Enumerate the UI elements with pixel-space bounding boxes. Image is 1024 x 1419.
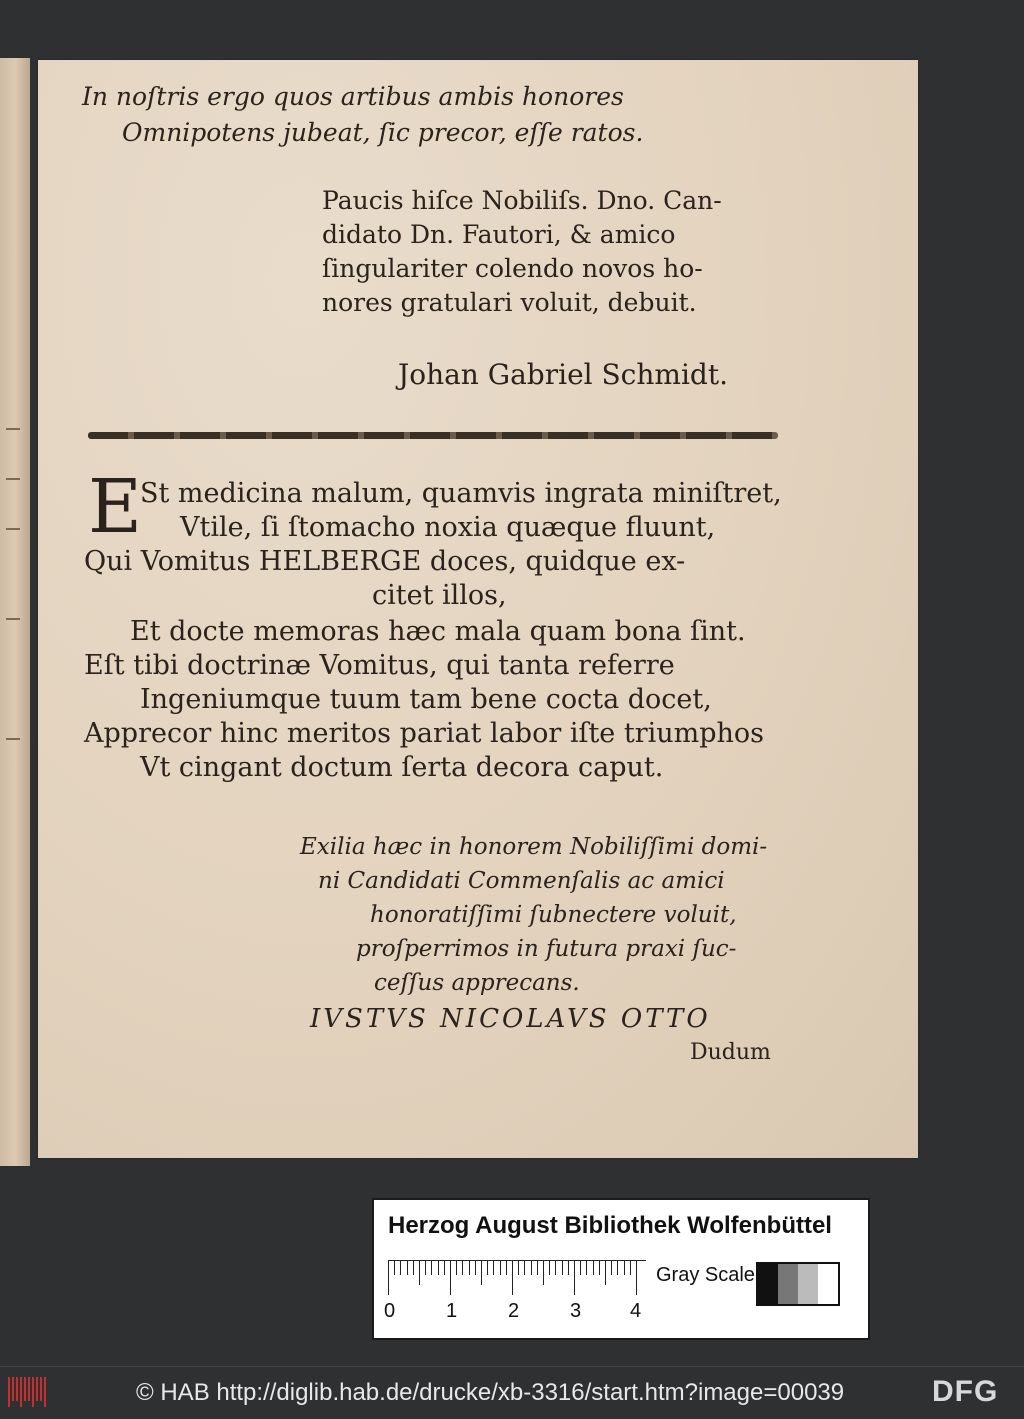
ruler-tick [438,1261,439,1275]
ruler-tick [450,1261,451,1295]
barcode-bar [8,1377,10,1407]
gray-swatch [818,1264,838,1304]
footer-url[interactable]: © HAB http://diglib.hab.de/drucke/xb-3316/start.htm?image=00039 [136,1379,845,1406]
ruler-tick [506,1261,507,1275]
ruler-tick [531,1261,532,1275]
measurement-ruler [388,1260,646,1297]
ruler-tick [586,1261,587,1275]
barcode-icon [8,1377,48,1407]
poem-line-3: Qui Vomitus HELBERGE doces, quidque ex- [84,546,686,577]
ruler-number: 4 [630,1300,642,1322]
ruler-tick [580,1261,581,1275]
dfg-logo: DFG [932,1375,999,1408]
ruler-tick [413,1261,414,1275]
ruler-number: 3 [570,1300,582,1322]
barcode-bar [24,1377,26,1401]
ruler-tick [475,1261,476,1275]
poem-line-2: Vtile, ſi ſtomacho noxia quæque fluunt, [180,512,716,543]
dedication2-line-3: honoratiſſimi ſubnectere voluit, [370,902,737,928]
barcode-bar [12,1377,14,1401]
ruler-tick [624,1261,625,1275]
ruler-tick [425,1261,426,1275]
ruler-tick [407,1261,408,1275]
gray-swatch [758,1264,778,1304]
ruler-tick [599,1261,600,1275]
ruler-tick [469,1261,470,1275]
dedication2-line-4: proſperrimos in futura praxi ſuc- [356,936,737,962]
ruler-tick [431,1261,432,1275]
catchword: Dudum [690,1040,771,1065]
barcode-bar [20,1377,22,1407]
poem-line-6: Eſt tibi doctrinæ Vomitus, qui tanta referre [84,650,675,681]
ruler-tick [524,1261,525,1275]
adjacent-page-edge [0,58,30,1166]
ruler-tick [568,1261,569,1275]
ruler-tick [537,1261,538,1275]
barcode-bar [40,1377,42,1401]
ruler-tick [593,1261,594,1275]
ruler-tick [487,1261,488,1275]
dedication-line-1: Paucis hiſce Nobiliſs. Dno. Can- [322,186,722,215]
gray-scale-label: Gray Scale [656,1264,755,1286]
ruler-tick [512,1261,513,1295]
dedication-line-2: didato Dn. Fautori, & amico [322,220,676,249]
author-signature-1: Johan Gabriel Schmidt. [398,358,728,391]
poem-line-5: Et docte memoras hæc mala quam bona ſint. [130,616,746,647]
dedication2-line-2: ni Candidati Commenſalis ac amici [318,868,725,894]
barcode-bar [28,1377,30,1401]
verse-top-line-1: In noſtris ergo quos artibus ambis honores [82,82,624,111]
drop-cap: E [88,464,143,550]
gray-scale-swatches [756,1262,840,1306]
dedication2-line-5: ceſſus apprecans. [374,970,580,996]
poem-line-7: Ingeniumque tuum tam bene cocta docet, [140,684,712,715]
ruler-number: 1 [446,1300,458,1322]
ruler-tick [543,1261,544,1285]
library-color-chart [372,1198,870,1340]
library-name: Herzog August Bibliothek Wolfenbüttel [388,1212,832,1239]
ruler-tick [419,1261,420,1285]
ruler-tick [481,1261,482,1285]
verse-top-line-2: Omnipotens jubeat, ſic precor, eſſe ratos. [122,118,644,147]
dedication2-line-1: Exilia hæc in honorem Nobiliſſimi domi- [300,834,768,860]
ruler-tick [636,1261,637,1295]
ruler-tick [617,1261,618,1275]
barcode-bar [44,1377,46,1407]
ruler-tick [518,1261,519,1275]
author-signature-2: IVSTVS NICOLAVS OTTO [310,1004,711,1034]
ruler-tick [394,1261,395,1275]
ruler-number: 0 [384,1300,396,1322]
poem-line-4: citet illos, [372,580,507,611]
barcode-bar [36,1377,38,1401]
ruler-tick [630,1261,631,1275]
dedication-line-4: nores gratulari voluit, debuit. [322,288,697,317]
poem-line-9: Vt cingant doctum ſerta decora caput. [140,752,664,783]
poem-line-8: Apprecor hinc meritos pariat labor iſte triumphos [84,718,765,749]
ruler-tick [562,1261,563,1275]
dedication-line-3: ſingulariter colendo novos ho- [322,254,703,283]
gray-swatch [798,1264,818,1304]
gray-swatch [778,1264,798,1304]
footer-bar [0,1366,1024,1419]
ruler-tick [400,1261,401,1275]
ornamental-rule [88,432,778,439]
ruler-number: 2 [508,1300,520,1322]
ruler-tick [456,1261,457,1275]
ruler-tick [493,1261,494,1275]
poem-line-1: St medicina malum, quamvis ingrata miniſtret, [140,478,782,509]
ruler-tick [462,1261,463,1275]
ruler-tick [549,1261,550,1275]
ruler-tick [555,1261,556,1275]
ruler-tick [574,1261,575,1295]
barcode-bar [16,1377,18,1401]
ruler-tick [605,1261,606,1285]
ruler-tick [500,1261,501,1275]
ruler-tick [444,1261,445,1275]
ruler-tick [388,1261,389,1295]
ruler-tick [611,1261,612,1275]
barcode-bar [32,1377,34,1407]
